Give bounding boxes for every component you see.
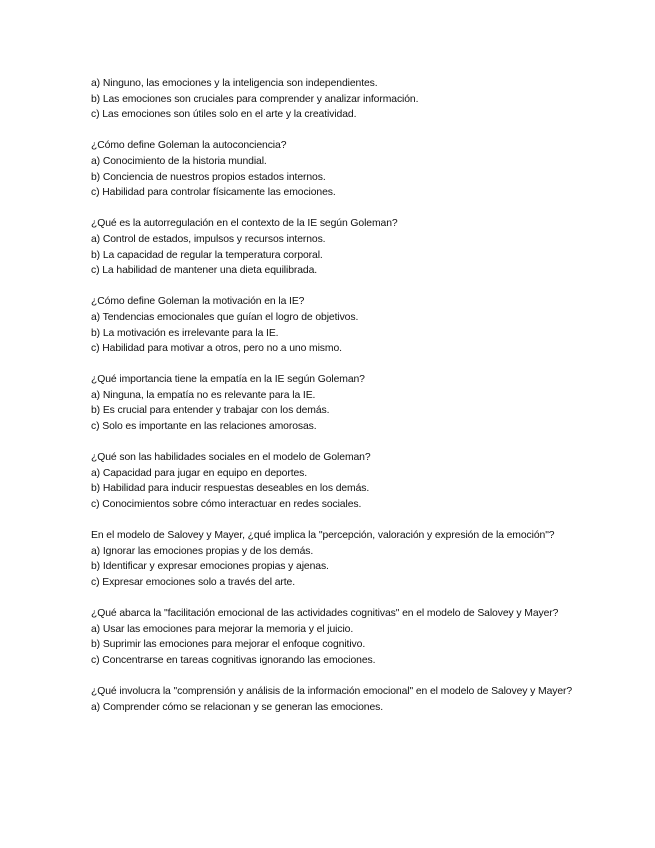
question-block-6: [91, 450, 581, 512]
option-c: c) Habilidad para controlar físicamente las emociones.: [91, 187, 336, 199]
question-block-2: [91, 138, 581, 200]
option-c: c) Las emociones son útiles solo en el arte y la creatividad.: [91, 109, 357, 121]
question-block-4: [91, 294, 581, 356]
quiz-content: [91, 76, 581, 731]
option-a: a) Conocimiento de la historia mundial.: [91, 155, 267, 167]
question-block-9: [91, 684, 581, 715]
question-text: ¿Qué abarca la "facilitación emocional de las actividades cognitivas" en el modelo de Salovey y Mayer?: [91, 608, 559, 620]
option-b: b) La capacidad de regular la temperatura corporal.: [91, 249, 323, 261]
option-c: c) Concentrarse en tareas cognitivas ignorando las emociones.: [91, 654, 376, 666]
option-c: c) La habilidad de mantener una dieta equilibrada.: [91, 265, 318, 277]
option-a: a) Ninguna, la empatía no es relevante para la IE.: [91, 389, 316, 401]
question-text: En el modelo de Salovey y Mayer, ¿qué implica la "percepción, valoración y expresión de la emoción"?: [91, 530, 555, 542]
option-a: a) Ignorar las emociones propias y de los demás.: [91, 545, 314, 557]
question-text: ¿Qué involucra la "comprensión y análisis de la información emocional" en el modelo de Salovey y Mayer?: [91, 686, 573, 698]
question-text: ¿Qué importancia tiene la empatía en la IE según Goleman?: [91, 374, 365, 386]
option-a: a) Ninguno, las emociones y la inteligencia son independientes.: [91, 78, 378, 89]
question-block-5: [91, 372, 581, 434]
option-c: c) Conocimientos sobre cómo interactuar en redes sociales.: [91, 499, 362, 511]
question-text: ¿Cómo define Goleman la autoconciencia?: [91, 140, 287, 152]
option-b: b) Las emociones son cruciales para comprender y analizar información.: [91, 93, 419, 105]
option-c: c) Solo es importante en las relaciones amorosas.: [91, 421, 317, 433]
question-text: ¿Qué es la autorregulación en el contexto de la IE según Goleman?: [91, 218, 398, 230]
option-b: b) Identificar y expresar emociones propias y ajenas.: [91, 561, 329, 573]
option-b: b) Es crucial para entender y trabajar con los demás.: [91, 405, 330, 417]
option-c: c) Habilidad para motivar a otros, pero no a uno mismo.: [91, 343, 342, 355]
question-text: ¿Qué son las habilidades sociales en el modelo de Goleman?: [91, 452, 371, 464]
option-c: c) Expresar emociones solo a través del arte.: [91, 577, 295, 588]
option-a: a) Control de estados, impulsos y recursos internos.: [91, 233, 326, 245]
question-block-1: [91, 76, 581, 123]
question-text: ¿Cómo define Goleman la motivación en la IE?: [91, 296, 305, 308]
question-block-3: [91, 216, 581, 278]
question-block-8: [91, 606, 581, 668]
option-b: b) Habilidad para inducir respuestas deseables en los demás.: [91, 483, 370, 495]
question-block-7: [91, 528, 581, 590]
option-a: a) Usar las emociones para mejorar la memoria y el juicio.: [91, 623, 354, 635]
option-b: b) Conciencia de nuestros propios estados internos.: [91, 171, 326, 183]
option-a: a) Tendencias emocionales que guían el logro de objetivos.: [91, 311, 359, 323]
option-b: b) La motivación es irrelevante para la IE.: [91, 327, 279, 339]
option-a: a) Comprender cómo se relacionan y se generan las emociones.: [91, 701, 384, 713]
option-a: a) Capacidad para jugar en equipo en deportes.: [91, 467, 308, 479]
option-b: b) Suprimir las emociones para mejorar el enfoque cognitivo.: [91, 639, 366, 651]
